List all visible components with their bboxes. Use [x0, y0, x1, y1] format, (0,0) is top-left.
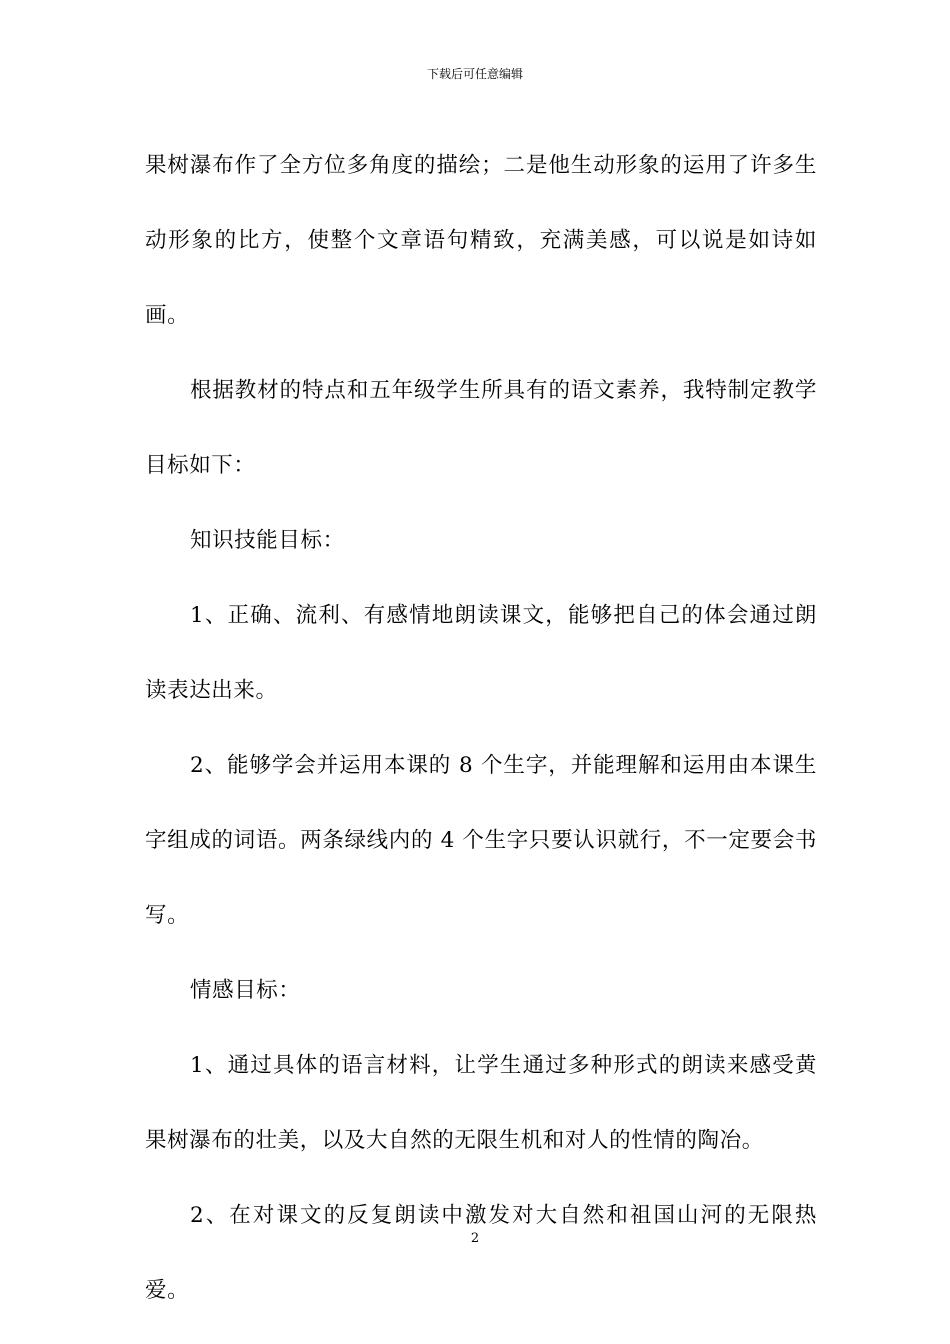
list-item-emotion-2: 2、在对课文的反复朗读中激发对大自然和祖国山河的无限热爱。	[145, 1203, 817, 1303]
list-item-emotion-1: 1、通过具体的语言材料，让学生通过多种形式的朗读来感受黄果树瀑布的壮美，以及大自然的无限生机和对人的性情的陶冶。	[145, 1053, 817, 1153]
list-item-knowledge-1: 1、正确、流利、有感情地朗读课文，能够把自己的体会通过朗读表达出来。	[145, 603, 817, 703]
heading-emotion-goals: 情感目标：	[190, 978, 301, 1003]
document-body	[145, 128, 817, 1328]
paragraph-intro-continuation: 果树瀑布作了全方位多角度的描绘；二是他生动形象的运用了许多生动形象的比方，使整个文章语句精致，充满美感，可以说是如诗如画。	[145, 153, 817, 328]
list-item-knowledge-2: 2、能够学会并运用本课的 8 个生字，并能理解和运用由本课生字组成的词语。两条绿线内的 4 个生字只要认识就行，不一定要会书写。	[145, 753, 817, 928]
heading-knowledge-skill-goals: 知识技能目标：	[190, 528, 345, 553]
page-header: 下载后可任意编辑	[426, 67, 523, 81]
page-number: 2	[470, 1231, 480, 1246]
paragraph-teaching-goals-intro: 根据教材的特点和五年级学生所具有的语文素养，我特制定教学目标如下：	[145, 378, 817, 478]
